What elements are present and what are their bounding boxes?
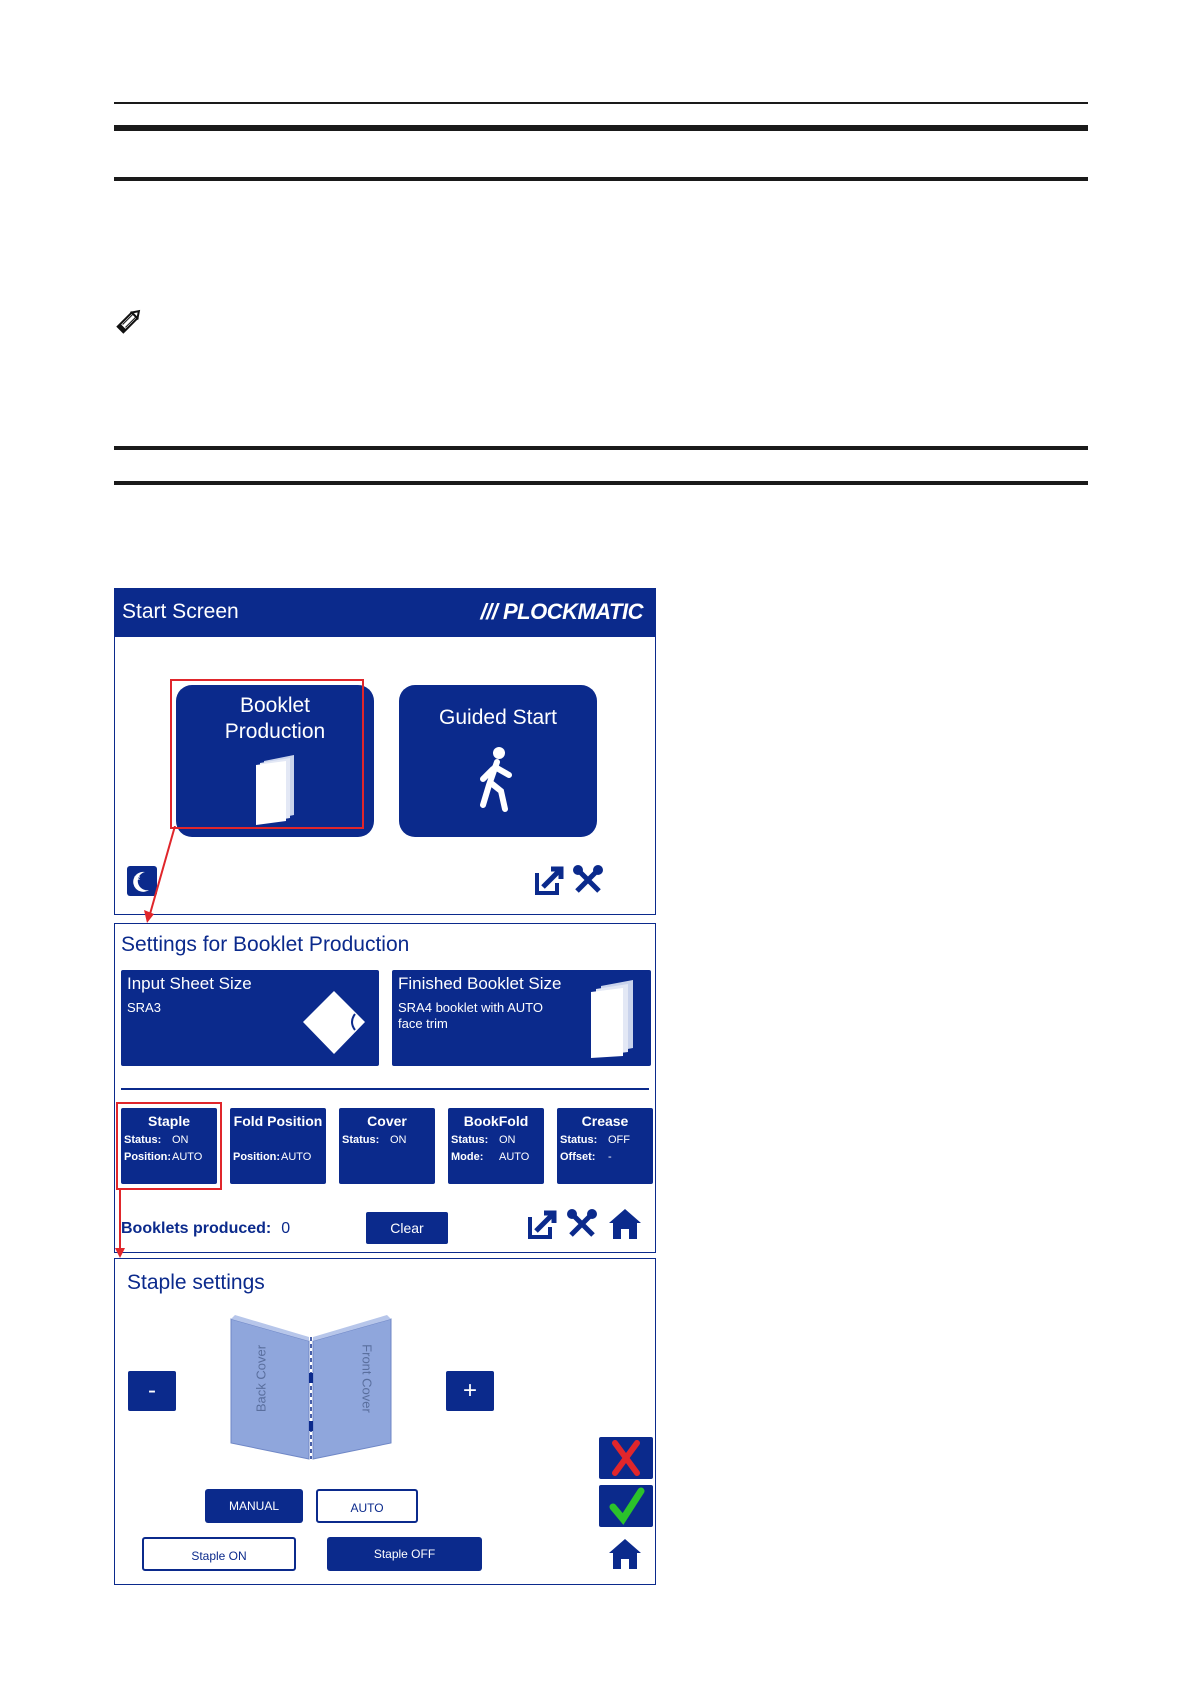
booklets-produced-label: Booklets produced: (121, 1220, 272, 1237)
cancel-x-icon (599, 1437, 653, 1479)
staple-settings-title: Staple settings (127, 1271, 265, 1294)
finished-booklet-size-value-line2: face trim (398, 1016, 448, 1031)
flow-arrow-2 (113, 1188, 129, 1260)
section-rule-3 (114, 481, 1088, 485)
confirm-button[interactable] (599, 1485, 653, 1527)
staple-position-value: AUTO (172, 1151, 203, 1163)
booklets-produced-value: 0 (281, 1220, 291, 1237)
staple-on-button[interactable]: Staple ON (142, 1537, 296, 1571)
crease-tile-title: Crease (581, 1113, 629, 1129)
fold-position-tile[interactable] (230, 1108, 326, 1184)
finished-booklet-size-tile[interactable] (392, 970, 651, 1066)
input-sheet-size-value: SRA3 (127, 1000, 161, 1015)
input-sheet-size-title: Input Sheet Size (127, 974, 252, 993)
cancel-button[interactable] (599, 1437, 653, 1479)
crease-status-value: OFF (608, 1134, 630, 1146)
crease-offset-label: Offset: (560, 1151, 596, 1163)
crease-offset-value: - (608, 1151, 612, 1163)
bookfold-mode-value: AUTO (499, 1151, 530, 1163)
minus-button[interactable]: - (128, 1371, 176, 1411)
plockmatic-logo: /// PLOCKMATIC (480, 599, 643, 624)
settings-title: Settings for Booklet Production (121, 933, 410, 956)
walking-person-icon (473, 745, 523, 815)
staple-status-label: Status: (124, 1134, 162, 1146)
guided-start-button[interactable] (399, 685, 597, 837)
bookfold-mode-label: Mode: (451, 1151, 484, 1163)
svg-text:zz: zz (134, 875, 141, 882)
sheet-icon (299, 988, 369, 1058)
fold-position-value: AUTO (281, 1151, 312, 1163)
finished-booklet-icon (587, 980, 637, 1058)
input-sheet-size-tile[interactable] (121, 970, 379, 1066)
booklets-produced-counter (121, 1220, 290, 1238)
cover-status-value: ON (390, 1134, 407, 1146)
fold-position-label: Position: (233, 1151, 281, 1163)
staple-highlight-box (116, 1102, 222, 1190)
booklet-highlight-box (170, 679, 364, 829)
crease-tile[interactable] (557, 1108, 653, 1184)
start-screen-title: Start Screen (122, 600, 239, 623)
bookfold-tile-title: BookFold (463, 1113, 529, 1129)
guided-start-label: Guided Start (439, 706, 557, 729)
staple-settings-panel (114, 1258, 656, 1585)
cover-status-label: Status: (342, 1134, 380, 1146)
start-screen-panel (114, 588, 656, 915)
staple-mark-lower (309, 1421, 313, 1431)
manual-button[interactable]: MANUAL (205, 1489, 303, 1523)
bookfold-tile[interactable] (448, 1108, 544, 1184)
export-icon[interactable] (533, 863, 567, 897)
staple-status-value: ON (172, 1134, 189, 1146)
staple-off-button[interactable]: Staple OFF (327, 1537, 482, 1571)
finished-booklet-size-value-line1: SRA4 booklet with AUTO (398, 1000, 543, 1015)
fold-position-tile-title: Fold Position (233, 1113, 323, 1129)
section-rule-1 (114, 177, 1088, 181)
cover-tile[interactable] (339, 1108, 435, 1184)
note-pencil-icon (114, 306, 144, 336)
section-rule-2 (114, 446, 1088, 450)
bookfold-status-value: ON (499, 1134, 516, 1146)
staple-position-label: Position: (124, 1151, 172, 1163)
finished-booklet-size-title: Finished Booklet Size (398, 974, 562, 993)
plus-button[interactable]: + (446, 1371, 494, 1411)
bookfold-status-label: Status: (451, 1134, 489, 1146)
cover-tile-title: Cover (367, 1113, 407, 1129)
start-screen-header (115, 589, 655, 637)
crease-status-label: Status: (560, 1134, 598, 1146)
tools-icon[interactable] (571, 863, 605, 897)
booklet-production-label-line1: Booklet (239, 694, 311, 717)
booklet-settings-panel (114, 923, 656, 1253)
back-cover-label: Back Cover (253, 1344, 269, 1413)
tools-icon[interactable] (565, 1207, 599, 1241)
staple-mark-upper (309, 1373, 313, 1383)
settings-divider (121, 1088, 649, 1090)
front-cover-label: Front Cover (359, 1344, 375, 1413)
export-icon[interactable] (526, 1207, 560, 1241)
staple-tile-title: Staple (147, 1113, 190, 1129)
top-thin-rule (114, 102, 1088, 104)
clear-button[interactable]: Clear (366, 1212, 448, 1244)
booklet-production-label-line2: Production (224, 720, 326, 743)
top-thick-rule (114, 125, 1088, 131)
confirm-check-icon (599, 1485, 653, 1527)
auto-button[interactable]: AUTO (316, 1489, 418, 1523)
flow-arrow-1 (140, 826, 180, 926)
home-icon[interactable] (605, 1537, 645, 1571)
home-icon[interactable] (605, 1207, 645, 1241)
